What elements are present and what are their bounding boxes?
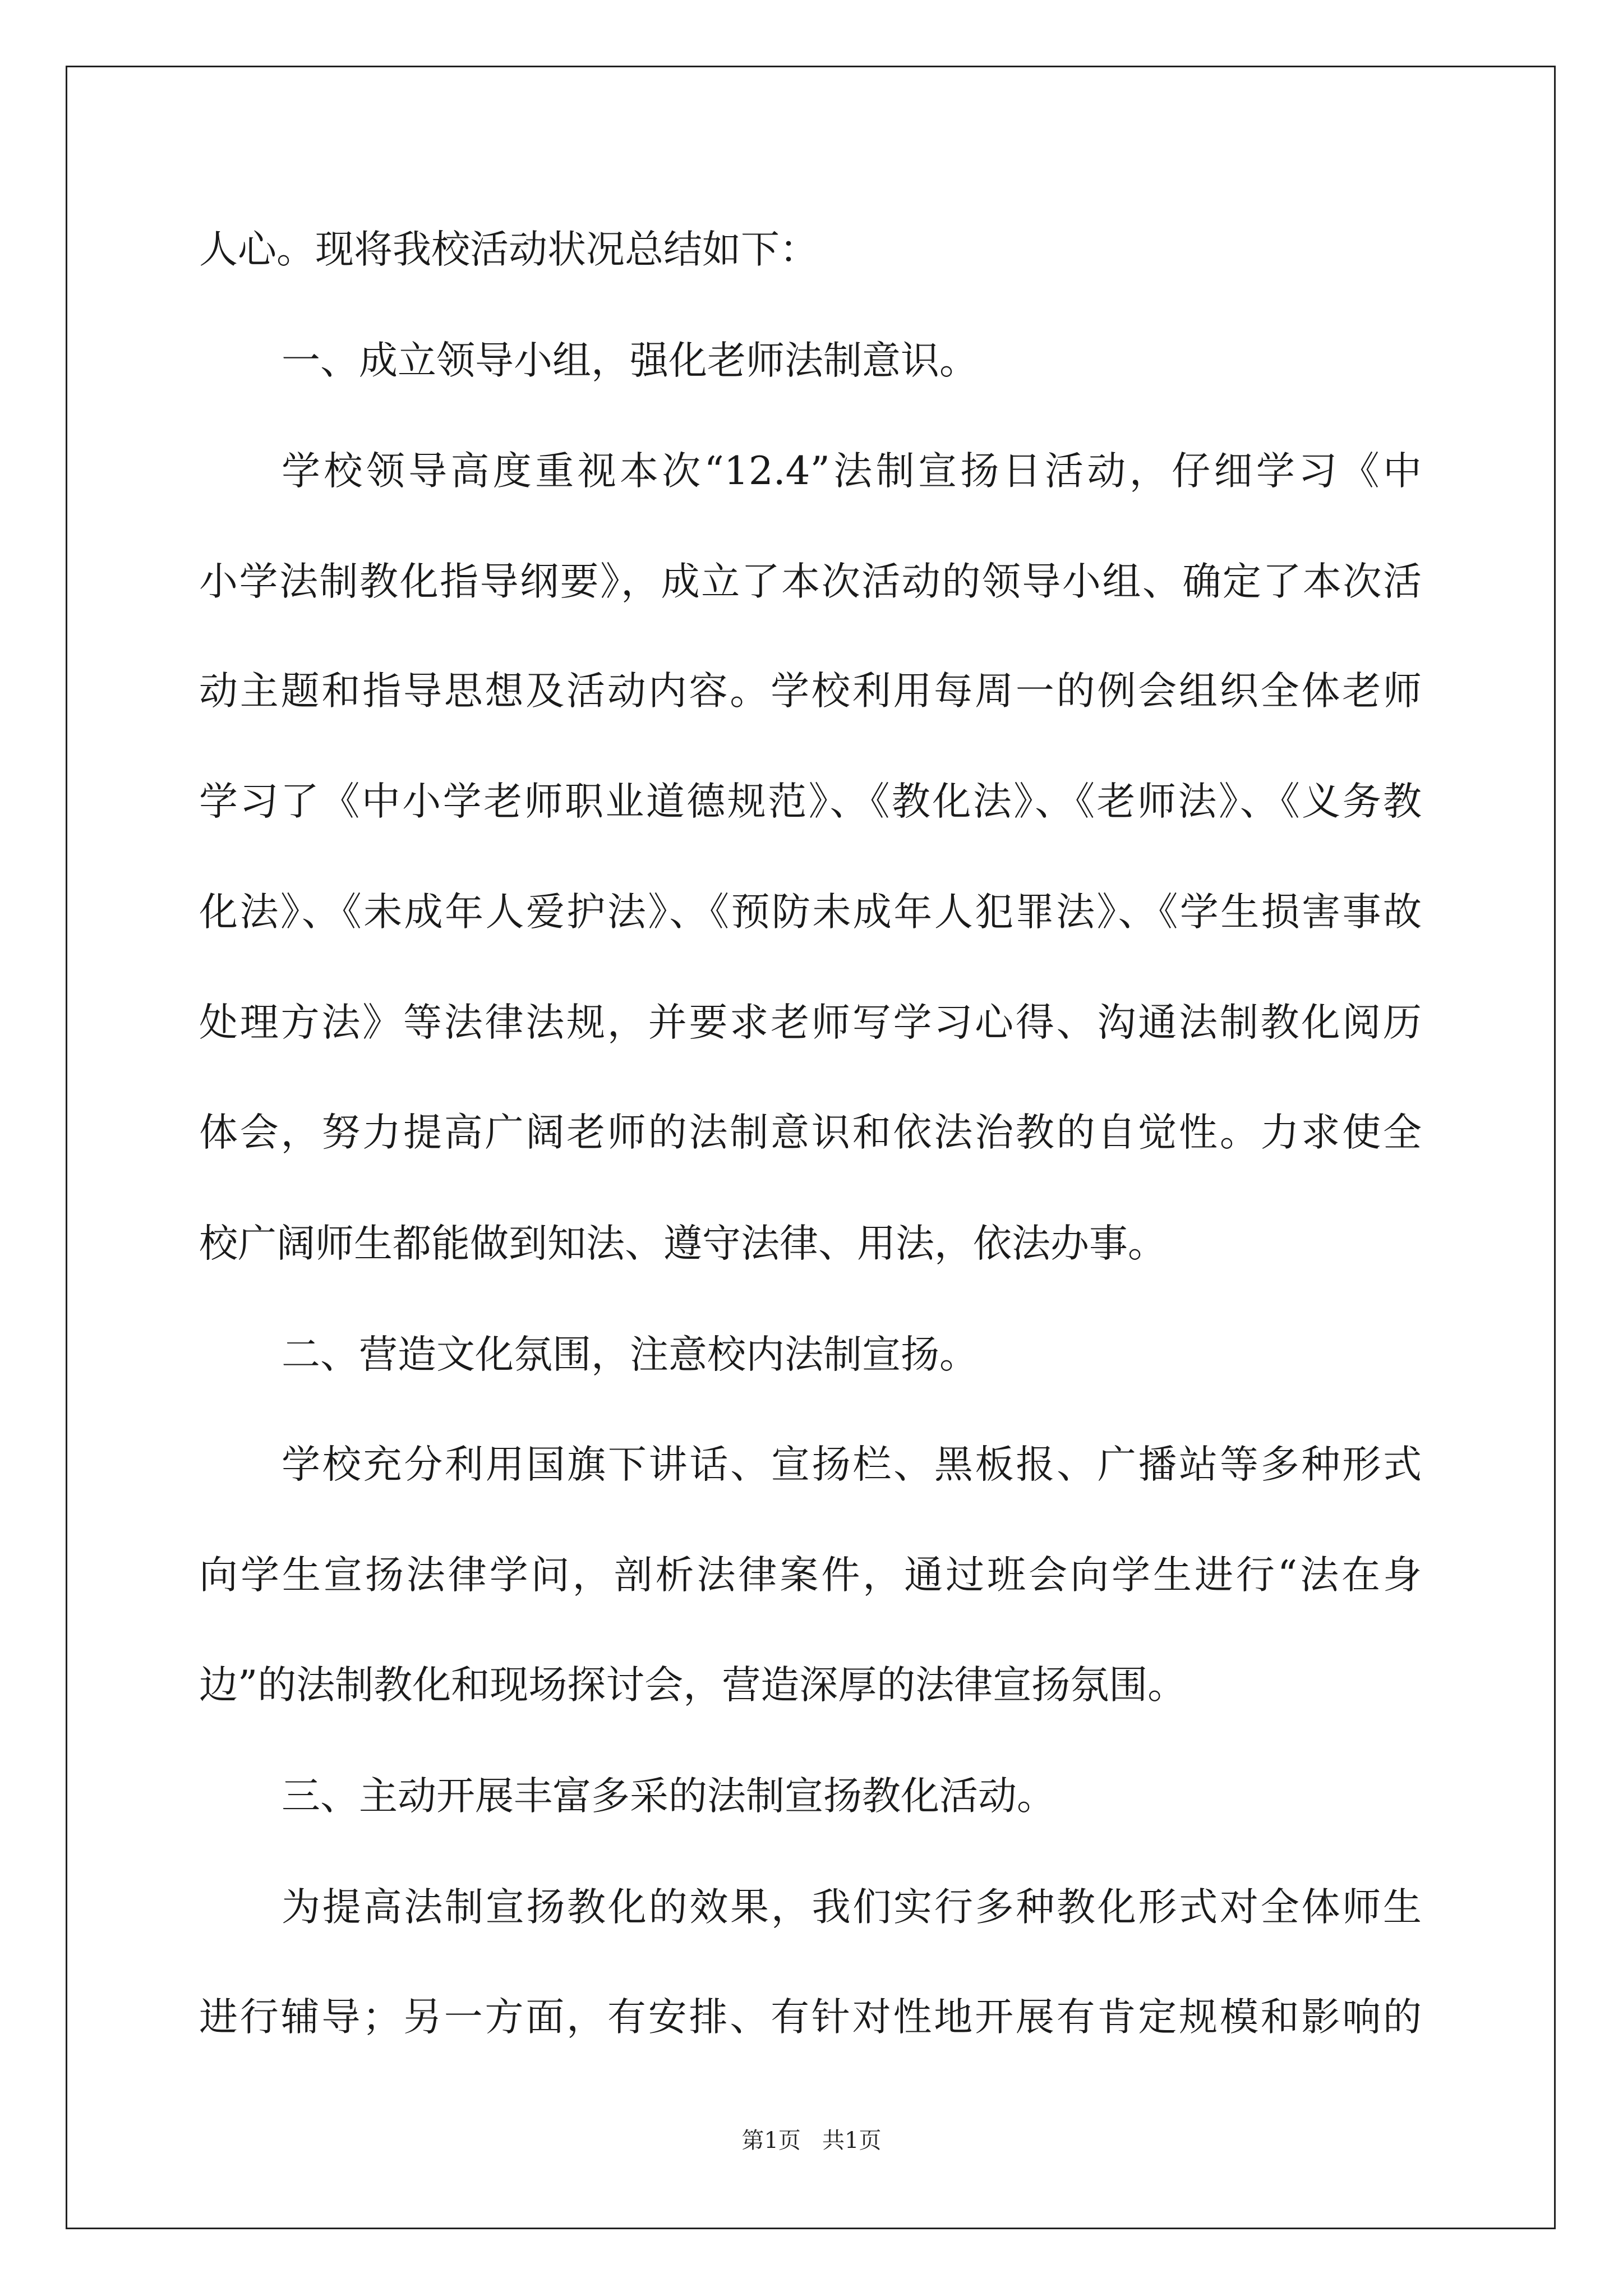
text-line: 边”的法制教化和现场探讨会，营造深厚的法律宣扬氛围。 [199, 1663, 1187, 1708]
text-line: 处理方法》等法律法规，并要求老师写学习心得、沟通法制教化阅历 [199, 1000, 1422, 1045]
page-number-footer: 第1页 共1页 [741, 2128, 882, 2154]
text-line: 学习了《中小学老师职业道德规范》、《教化法》、《老师法》、《义务教 [199, 779, 1422, 824]
text-line: 体会，努力提高广阔老师的法制意识和依法治教的自觉性。力求使全 [199, 1110, 1422, 1155]
text-line: 化法》、《未成年人爱护法》、《预防未成年人犯罪法》、《学生损害事故 [199, 890, 1422, 935]
text-line: 向学生宣扬法律学问，剖析法律案件，通过班会向学生进行“法在身 [199, 1553, 1422, 1598]
text-line: 学校充分利用国旗下讲话、宣扬栏、黑板报、广播站等多种形式 [282, 1442, 1422, 1487]
text-line: 校广阔师生都能做到知法、遵守法律、用法，依法办事。 [199, 1221, 1166, 1266]
text-line: 动主题和指导思想及活动内容。学校利用每周一的例会组织全体老师 [199, 669, 1422, 714]
text-line: 人心。现将我校活动状况总结如下： [199, 227, 818, 272]
text-line: 学校领导高度重视本次“12.4”法制宣扬日活动，仔细学习《中 [282, 449, 1422, 494]
section-heading: 三、主动开展丰富多采的法制宣扬教化活动。 [282, 1774, 1055, 1819]
text-line: 小学法制教化指导纲要》，成立了本次活动的领导小组、确定了本次活 [199, 559, 1422, 604]
text-line: 进行辅导；另一方面，有安排、有针对性地开展有肯定规模和影响的 [199, 1995, 1422, 2040]
text-line: 为提高法制宣扬教化的效果，我们实行多种教化形式对全体师生 [282, 1885, 1422, 1930]
section-heading: 二、营造文化氛围，注意校内法制宣扬。 [282, 1332, 978, 1377]
section-heading: 一、成立领导小组，强化老师法制意识。 [282, 338, 978, 383]
